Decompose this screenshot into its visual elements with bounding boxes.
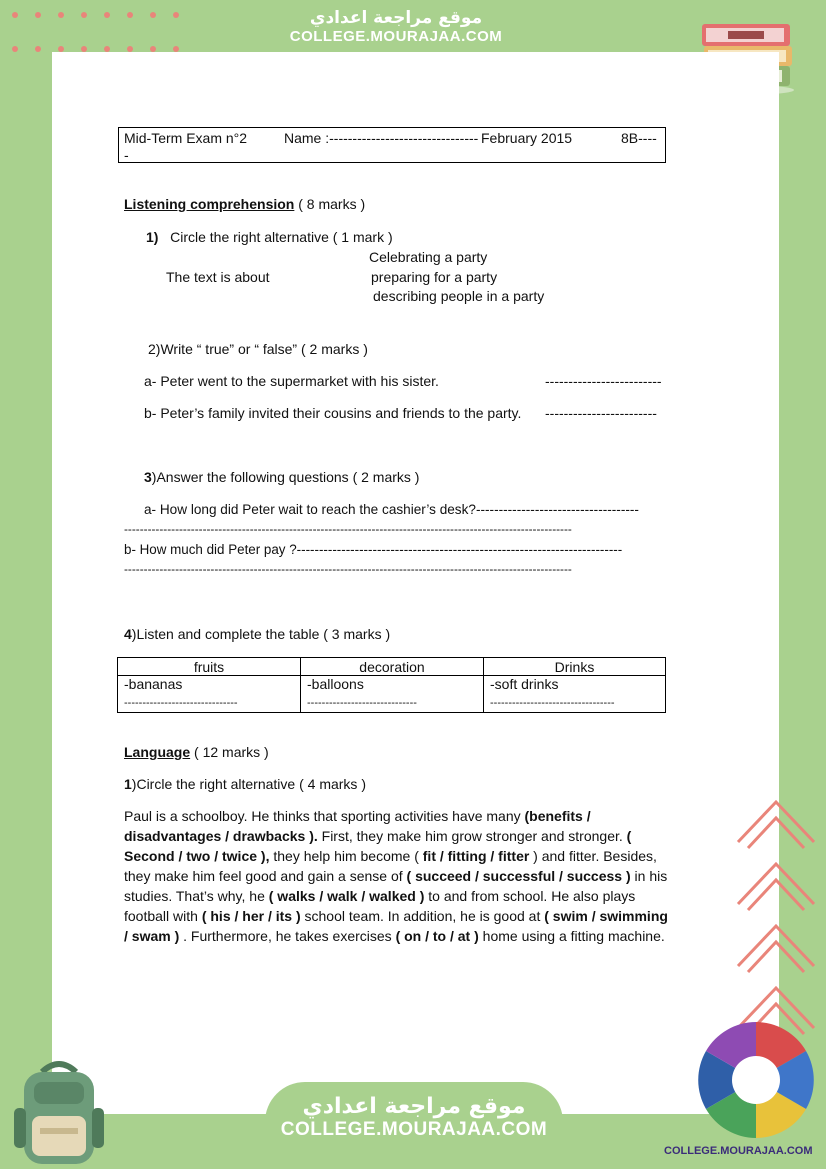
paragraph-text: First, they make him grow stronger and stronger. bbox=[317, 828, 627, 844]
paragraph-text: school team. In addition, he is good at bbox=[300, 908, 545, 924]
q3-question-b: b- How much did Peter pay ?------------------------------------------------------------------------- bbox=[124, 542, 623, 557]
chevron-up-icon bbox=[734, 792, 818, 852]
alternative-choice[interactable]: ( walks / walk / walked ) bbox=[268, 888, 425, 904]
listening-marks: ( 8 marks ) bbox=[298, 196, 366, 212]
top-banner bbox=[262, 0, 530, 58]
paragraph-text: ) and fitter. Besides, they make him feel good and gain a sense of bbox=[124, 848, 657, 884]
q2-item-b: b- Peter’s family invited their cousins and friends to the party. bbox=[144, 405, 522, 421]
subjects-wheel-icon bbox=[694, 1020, 818, 1142]
language-marks: ( 12 marks ) bbox=[194, 744, 269, 760]
site-domain[interactable]: COLLEGE.MOURAJAA.COM bbox=[289, 28, 503, 45]
q3-answer-line-b: ------------------------------------------------------------------------------------------------------------------ bbox=[124, 562, 572, 576]
chevron-up-icon bbox=[734, 854, 818, 914]
table-cell-fruits: -bananas ------------------------------- bbox=[118, 676, 301, 713]
table-header: decoration bbox=[301, 658, 484, 676]
bottom-banner bbox=[265, 1082, 563, 1169]
q1-option-1: Celebrating a party bbox=[369, 249, 488, 265]
alternative-choice[interactable]: ( his / her / its ) bbox=[201, 908, 301, 924]
language-q1-instruction: 1)Circle the right alternative ( 4 marks ) bbox=[124, 776, 366, 792]
exam-title: Mid-Term Exam n°2 bbox=[124, 130, 248, 146]
listening-title: Listening comprehension bbox=[124, 196, 295, 212]
decorative-dot bbox=[35, 12, 41, 18]
chevron-up-icon bbox=[734, 916, 818, 976]
q1-option-2: preparing for a party bbox=[371, 269, 498, 285]
table-cell-decoration: -balloons ------------------------------ bbox=[301, 676, 484, 713]
decorative-dot bbox=[127, 12, 133, 18]
table-row bbox=[118, 676, 666, 713]
listening-heading bbox=[124, 196, 365, 212]
q1-option-3: describing people in a party bbox=[373, 288, 545, 304]
decorative-dot bbox=[58, 12, 64, 18]
alternative-choice[interactable]: ( succeed / successful / success ) bbox=[406, 868, 631, 884]
decorative-dot bbox=[104, 12, 110, 18]
listening-table bbox=[117, 657, 666, 713]
name-field: Name :-------------------------------- bbox=[284, 130, 479, 146]
q1-instruction: 1) Circle the right alternative ( 1 mark ) bbox=[146, 229, 393, 245]
language-title: Language bbox=[124, 744, 191, 760]
paragraph-text: in his studies. That’s why, he bbox=[124, 868, 668, 904]
decorative-dot bbox=[12, 12, 18, 18]
decorative-dot bbox=[81, 12, 87, 18]
language-heading bbox=[124, 744, 269, 760]
table-cell-drinks: -soft drinks ---------------------------------- bbox=[484, 676, 666, 713]
paragraph-text: to and from school. He also plays football with bbox=[124, 888, 636, 924]
paragraph-text: they help him become ( bbox=[269, 848, 423, 864]
alternative-choice[interactable]: ( on / to / at ) bbox=[395, 928, 479, 944]
decorative-dot bbox=[12, 46, 18, 52]
q1-stem: The text is about bbox=[166, 269, 270, 285]
table-header-row bbox=[118, 658, 666, 676]
q2-instruction: 2)Write “ true” or “ false” ( 2 marks ) bbox=[148, 341, 368, 357]
q2-item-a: a- Peter went to the supermarket with his sister. bbox=[144, 373, 439, 389]
table-header: Drinks bbox=[484, 658, 666, 676]
q2-item-a-blank: ------------------------- bbox=[545, 373, 662, 389]
paragraph-text: . Furthermore, he takes exercises bbox=[179, 928, 396, 944]
decorative-dot bbox=[150, 12, 156, 18]
q4-instruction: 4)Listen and complete the table ( 3 marks ) bbox=[124, 626, 391, 642]
paragraph-text: Paul is a schoolboy. He thinks that sporting activities have many bbox=[124, 808, 525, 824]
decorative-dot bbox=[173, 12, 179, 18]
alternative-choice[interactable]: (benefits / disadvantages / drawbacks ). bbox=[124, 808, 591, 844]
header-wrap: - bbox=[124, 147, 129, 163]
alternative-choice[interactable]: ( Second / two / twice ), bbox=[124, 828, 632, 864]
wheel-site-label[interactable]: COLLEGE.MOURAJAA.COM bbox=[664, 1145, 813, 1157]
class-field: 8B---- bbox=[621, 130, 657, 146]
paragraph-text: home using a fitting machine. bbox=[478, 928, 665, 944]
table-header: fruits bbox=[118, 658, 301, 676]
alternative-choice[interactable]: fit / fitting / fitter bbox=[422, 848, 530, 864]
site-arabic-name-bottom: موقع مراجعة اعدادي bbox=[302, 1094, 526, 1119]
q2-item-b-blank: ------------------------ bbox=[545, 405, 657, 421]
q3-answer-line-a: ------------------------------------------------------------------------------------------------------------------ bbox=[124, 522, 572, 536]
exam-date: February 2015 bbox=[481, 130, 573, 146]
alternative-choice[interactable]: ( swim / swimming / swam ) bbox=[124, 908, 668, 944]
q3-question-a: a- How long did Peter wait to reach the cashier’s desk?------------------------------------ bbox=[144, 502, 639, 517]
language-paragraph bbox=[124, 806, 669, 946]
q3-instruction: 3)Answer the following questions ( 2 marks ) bbox=[144, 469, 420, 485]
exam-header bbox=[118, 127, 666, 163]
site-domain-bottom[interactable]: COLLEGE.MOURAJAA.COM bbox=[280, 1119, 548, 1140]
decorative-dot bbox=[35, 46, 41, 52]
backpack-icon bbox=[6, 1058, 112, 1168]
site-arabic-name: موقع مراجعة اعدادي bbox=[309, 8, 483, 28]
